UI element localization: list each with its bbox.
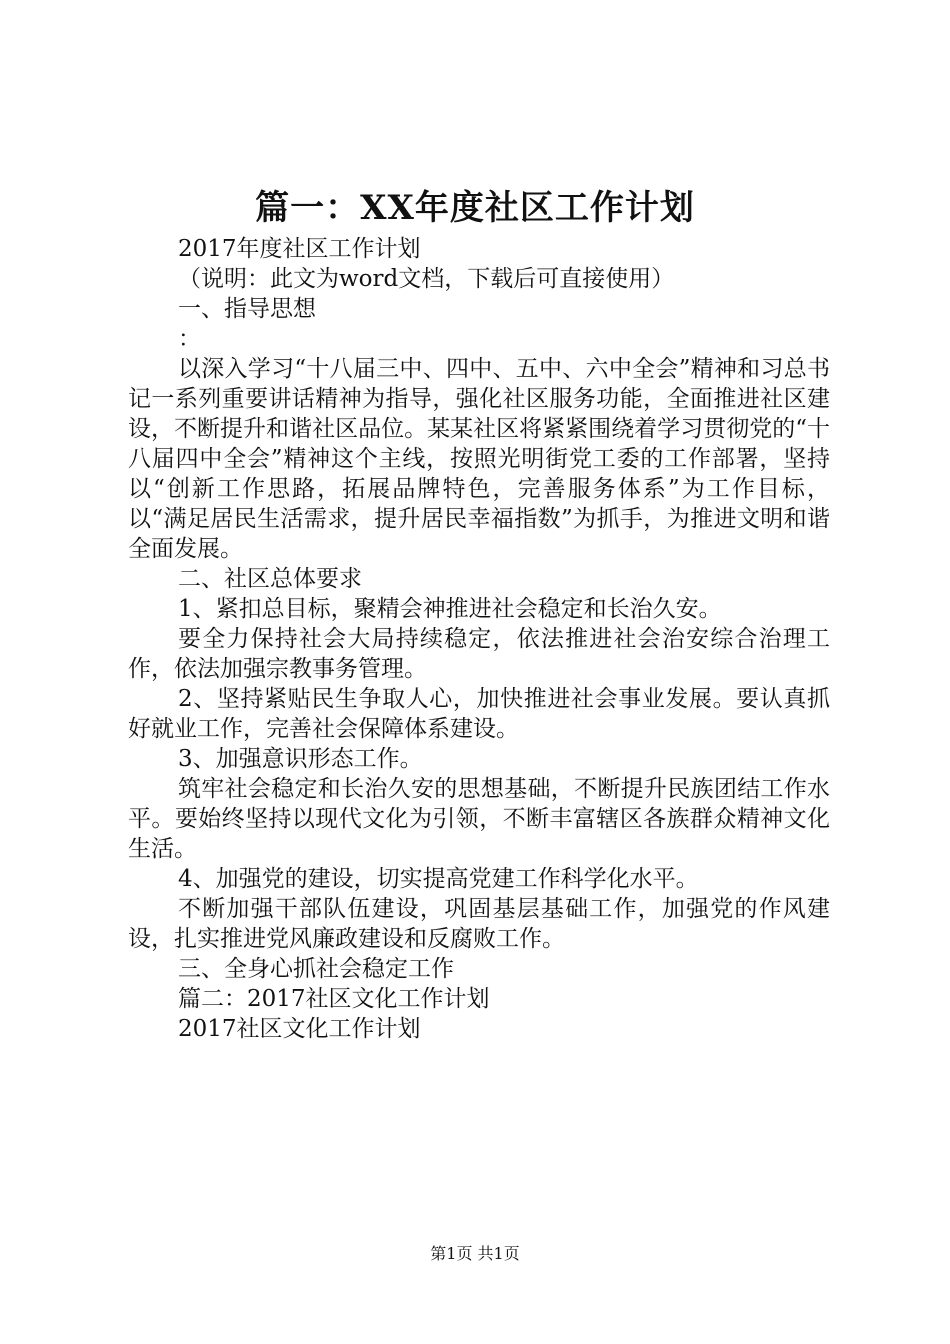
section-heading-2: 二、社区总体要求 — [178, 566, 362, 592]
requirement-3-heading: 3、加强意识形态工作。 — [178, 746, 423, 772]
guiding-ideology-paragraph: 以深入学习“十八届三中、四中、五中、六中全会”精神和习总书记一系列重要讲话精神为指导，强化社区服务功能，全面推进社区建设，不断提升和谐社区品位。某某社区将紧紧围绕着学习贯彻党的“十八届四中全会”精神这个主线，按照光明街党工委的工作部署，坚持以“创新工作思路，拓展品牌特色，完善服务体系”为工作目标，以“满足居民生活需求，提升居民幸福指数”为抓手，为推进文明和谐全面发展。 — [128, 356, 830, 562]
document-title: 篇一：XX年度社区工作计划 — [255, 188, 695, 228]
colon-line: ： — [178, 326, 201, 352]
section-heading-3: 三、全身心抓社会稳定工作 — [178, 956, 454, 982]
note-paragraph: （说明：此文为word文档，下载后可直接使用） — [178, 266, 675, 292]
requirement-2-paragraph: 2、坚持紧贴民生争取人心，加快推进社会事业发展。要认真抓好就业工作，完善社会保障体系建设。 — [128, 686, 830, 742]
requirement-1-body: 要全力保持社会大局持续稳定，依法推进社会治安综合治理工作，依法加强宗教事务管理。 — [128, 626, 830, 682]
section-heading-1: 一、指导思想 — [178, 296, 316, 322]
document-body — [128, 234, 830, 1044]
article-2-subtitle: 2017社区文化工作计划 — [178, 1016, 421, 1042]
subtitle-paragraph: 2017年度社区工作计划 — [178, 236, 421, 262]
requirement-1-heading: 1、紧扣总目标，聚精会神推进社会稳定和长治久安。 — [178, 596, 722, 622]
page-footer: 第1页 共1页 — [430, 1244, 520, 1263]
article-2-heading: 篇二：2017社区文化工作计划 — [178, 986, 490, 1012]
requirement-4-heading: 4、加强党的建设，切实提高党建工作科学化水平。 — [178, 866, 699, 892]
requirement-4-body: 不断加强干部队伍建设，巩固基层基础工作，加强党的作风建设，扎实推进党风廉政建设和反腐败工作。 — [128, 896, 830, 952]
requirement-3-body: 筑牢社会稳定和长治久安的思想基础，不断提升民族团结工作水平。要始终坚持以现代文化为引领，不断丰富辖区各族群众精神文化生活。 — [128, 776, 830, 862]
